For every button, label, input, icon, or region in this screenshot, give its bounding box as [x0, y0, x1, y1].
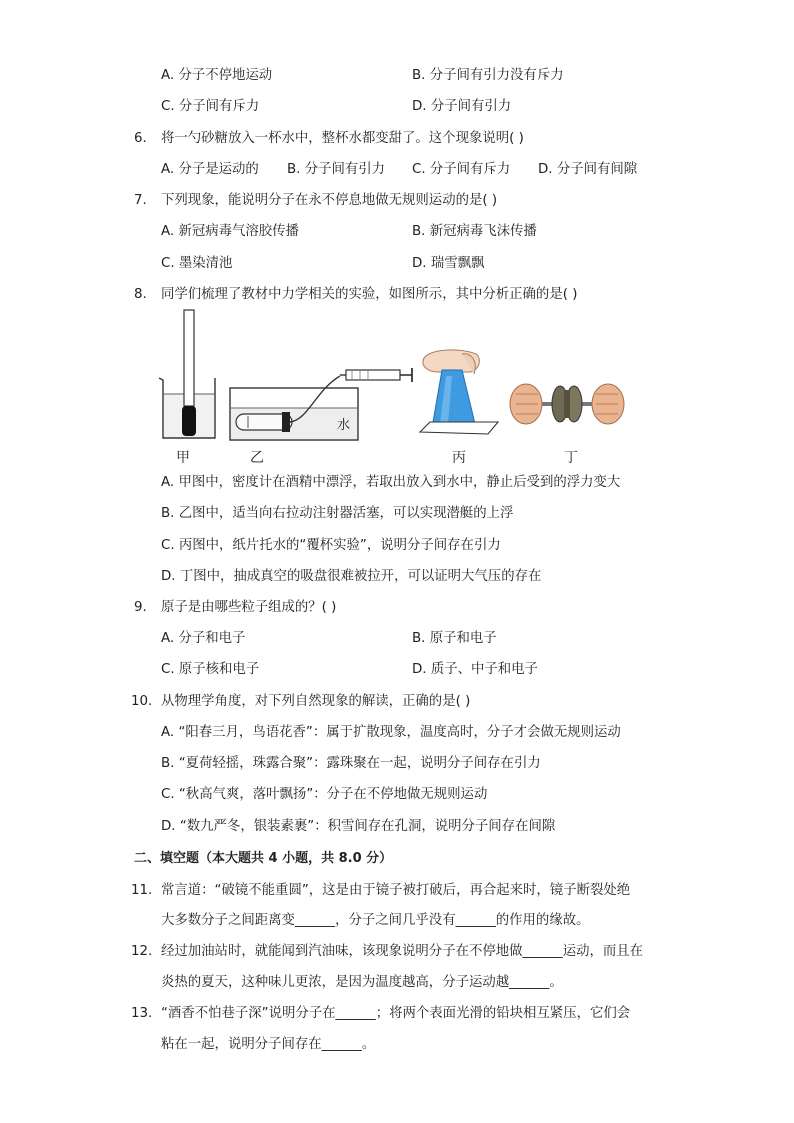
q11-number: 11.: [131, 883, 153, 898]
section-heading-fill-in: 二、填空题（本大题共 4 小题，共 8.0 分）: [134, 851, 393, 866]
figure-bing-inverted-cup: [418, 346, 500, 444]
q13-line-2: 粘在一起，说明分子间存在______。: [161, 1037, 376, 1052]
q9-stem: 原子是由哪些粒子组成的？( ): [161, 600, 337, 615]
q10-stem: 从物理学角度，对下列自然现象的解读，正确的是( ): [161, 694, 471, 709]
q11-line-2: 大多数分子之间距离变______，分子之间几乎没有______的作用的缘故。: [161, 913, 590, 928]
q9-option-a: A. 分子和电子: [161, 631, 246, 646]
q8-option-b: B. 乙图中，适当向右拉动注射器活塞，可以实现潜艇的上浮: [161, 506, 514, 521]
figure-label-jia: 甲: [176, 450, 190, 466]
q7-option-a: A. 新冠病毒气溶胶传播: [161, 224, 299, 239]
q6-stem: 将一勺砂糖放入一杯水中，整杯水都变甜了。这个现象说明( ): [161, 131, 524, 146]
figure-label-water: 水: [337, 418, 351, 433]
q6-option-b: B. 分子间有引力: [287, 162, 386, 177]
q7-stem: 下列现象，能说明分子在永不停息地做无规则运动的是( ): [161, 193, 498, 208]
figure-ding-suction-cups: [508, 372, 626, 436]
q10-option-d: D. “数九严冬，银装素裹”：积雪间存在孔洞，说明分子间存在间隙: [161, 819, 556, 834]
q12-line-1: 经过加油站时，就能闻到汽油味，该现象说明分子在不停地做______运动，而且在: [161, 944, 644, 959]
q12-line-2: 炎热的夏天，这种味儿更浓，是因为温度越高，分子运动越______。: [161, 975, 563, 990]
q7-number: 7.: [134, 193, 147, 208]
q11-line-1: 常言道：“破镜不能重圆”，这是由于镜子被打破后，再合起来时，镜子断裂处绝: [161, 883, 631, 898]
q5-option-a: A. 分子不停地运动: [161, 68, 273, 83]
figure-label-ding: 丁: [564, 450, 578, 466]
q10-option-b: B. “夏荷轻摇，珠露合聚”：露珠聚在一起，说明分子间存在引力: [161, 756, 541, 771]
q8-option-c: C. 丙图中，纸片托水的“覆杯实验”，说明分子间存在引力: [161, 538, 501, 553]
q8-stem: 同学们梳理了教材中力学相关的实验，如图所示，其中分析正确的是( ): [161, 287, 578, 302]
q9-option-b: B. 原子和电子: [412, 631, 497, 646]
q7-option-c: C. 墨染清池: [161, 256, 233, 271]
q10-number: 10.: [131, 694, 153, 709]
q10-option-a: A. “阳春三月，鸟语花香”：属于扩散现象，温度高时，分子才会做无规则运动: [161, 725, 621, 740]
q6-number: 6.: [134, 131, 147, 146]
q6-option-a: A. 分子是运动的: [161, 162, 259, 177]
figure-label-bing: 丙: [452, 450, 466, 466]
q8-number: 8.: [134, 287, 147, 302]
q10-option-c: C. “秋高气爽，落叶飘扬”：分子在不停地做无规则运动: [161, 787, 488, 802]
q9-option-c: C. 原子核和电子: [161, 662, 260, 677]
figure-label-yi: 乙: [250, 450, 264, 466]
q8-option-d: D. 丁图中，抽成真空的吸盘很难被拉开，可以证明大气压的存在: [161, 569, 542, 584]
q9-option-d: D. 质子、中子和电子: [412, 662, 538, 677]
q7-option-b: B. 新冠病毒飞沫传播: [412, 224, 537, 239]
q5-option-b: B. 分子间有引力没有斥力: [412, 68, 564, 83]
q8-option-a: A. 甲图中，密度计在酒精中漂浮，若取出放入到水中，静止后受到的浮力变大: [161, 475, 621, 490]
figure-yi-submarine-syringe: [228, 360, 416, 444]
q6-option-c: C. 分子间有斥力: [412, 162, 511, 177]
q6-option-d: D. 分子间有间隙: [538, 162, 638, 177]
q12-number: 12.: [131, 944, 153, 959]
figure-jia-beaker-hydrometer: [155, 308, 221, 444]
q7-option-d: D. 瑞雪飘飘: [412, 256, 485, 271]
q9-number: 9.: [134, 600, 147, 615]
q5-option-d: D. 分子间有引力: [412, 99, 512, 114]
q13-number: 13.: [131, 1006, 153, 1021]
q13-line-1: “酒香不怕巷子深”说明分子在______；将两个表面光滑的铅块相互紧压，它们会: [161, 1006, 631, 1021]
q5-option-c: C. 分子间有斥力: [161, 99, 260, 114]
